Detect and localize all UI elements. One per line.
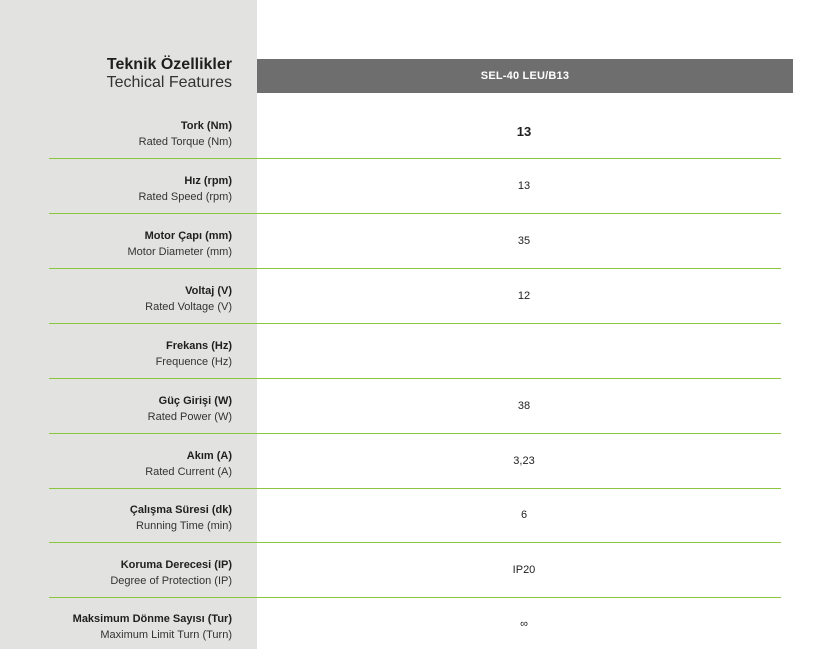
- spec-label-english: Rated Torque (Nm): [138, 136, 232, 148]
- spec-value: ∞: [520, 618, 528, 630]
- title-turkish: Teknik Özellikler: [106, 56, 232, 73]
- spec-label-turkish: Koruma Derecesi (IP): [120, 559, 232, 571]
- spec-row-protection: [0, 543, 826, 598]
- spec-label-english: Rated Current (A): [145, 466, 232, 478]
- model-header-bar: [257, 59, 793, 93]
- spec-label: [139, 118, 232, 150]
- spec-label-turkish: Güç Girişi (W): [158, 395, 232, 407]
- spec-row-motor-diameter: [0, 214, 826, 269]
- spec-label: [145, 448, 232, 480]
- spec-label-english: Motor Diameter (mm): [127, 246, 232, 258]
- spec-label-turkish: Frekans (Hz): [165, 340, 232, 352]
- spec-label: [110, 557, 232, 589]
- spec-table-title: [107, 56, 232, 92]
- spec-value: 3,23: [513, 455, 535, 467]
- spec-label: [127, 228, 232, 260]
- spec-label-turkish: Akım (A): [186, 450, 232, 462]
- spec-value: 13: [516, 124, 532, 139]
- spec-label-turkish: Voltaj (V): [185, 285, 232, 297]
- spec-row-current: [0, 434, 826, 489]
- spec-value: IP20: [512, 564, 536, 576]
- spec-label-turkish: Motor Çapı (mm): [144, 230, 232, 242]
- spec-row-frequency: [0, 324, 826, 379]
- spec-label-english: Rated Power (W): [147, 411, 232, 423]
- spec-value: 38: [517, 400, 531, 412]
- spec-row-power: [0, 379, 826, 434]
- spec-label-turkish: Tork (Nm): [180, 120, 232, 132]
- spec-value: 13: [517, 180, 531, 192]
- spec-label-english: Rated Voltage (V): [145, 301, 232, 313]
- spec-label-turkish: Hız (rpm): [184, 175, 232, 187]
- spec-row-torque: [0, 104, 826, 159]
- spec-label-english: Frequence (Hz): [155, 356, 232, 368]
- spec-label-english: Degree of Protection (IP): [110, 575, 232, 587]
- title-english: Techical Features: [106, 74, 232, 91]
- spec-row-running-time: [0, 488, 826, 543]
- spec-row-max-turn: [0, 597, 826, 652]
- spec-label: [130, 502, 232, 534]
- spec-label: [148, 393, 232, 425]
- spec-value: 12: [517, 290, 531, 302]
- spec-label-english: Running Time (min): [136, 520, 232, 532]
- spec-label-english: Maximum Limit Turn (Turn): [100, 629, 232, 641]
- spec-row-voltage: [0, 269, 826, 324]
- spec-row-speed: [0, 159, 826, 214]
- spec-label: [138, 173, 232, 205]
- spec-label: [145, 283, 232, 315]
- spec-label: [156, 338, 232, 370]
- spec-value: 35: [517, 235, 531, 247]
- spec-label-english: Rated Speed (rpm): [138, 191, 232, 203]
- spec-value: 6: [520, 509, 528, 521]
- spec-label-turkish: Çalışma Süresi (dk): [129, 504, 232, 516]
- spec-label-turkish: Maksimum Dönme Sayısı (Tur): [72, 613, 232, 625]
- spec-label: [73, 611, 232, 643]
- model-name: SEL-40 LEU/B13: [480, 70, 570, 82]
